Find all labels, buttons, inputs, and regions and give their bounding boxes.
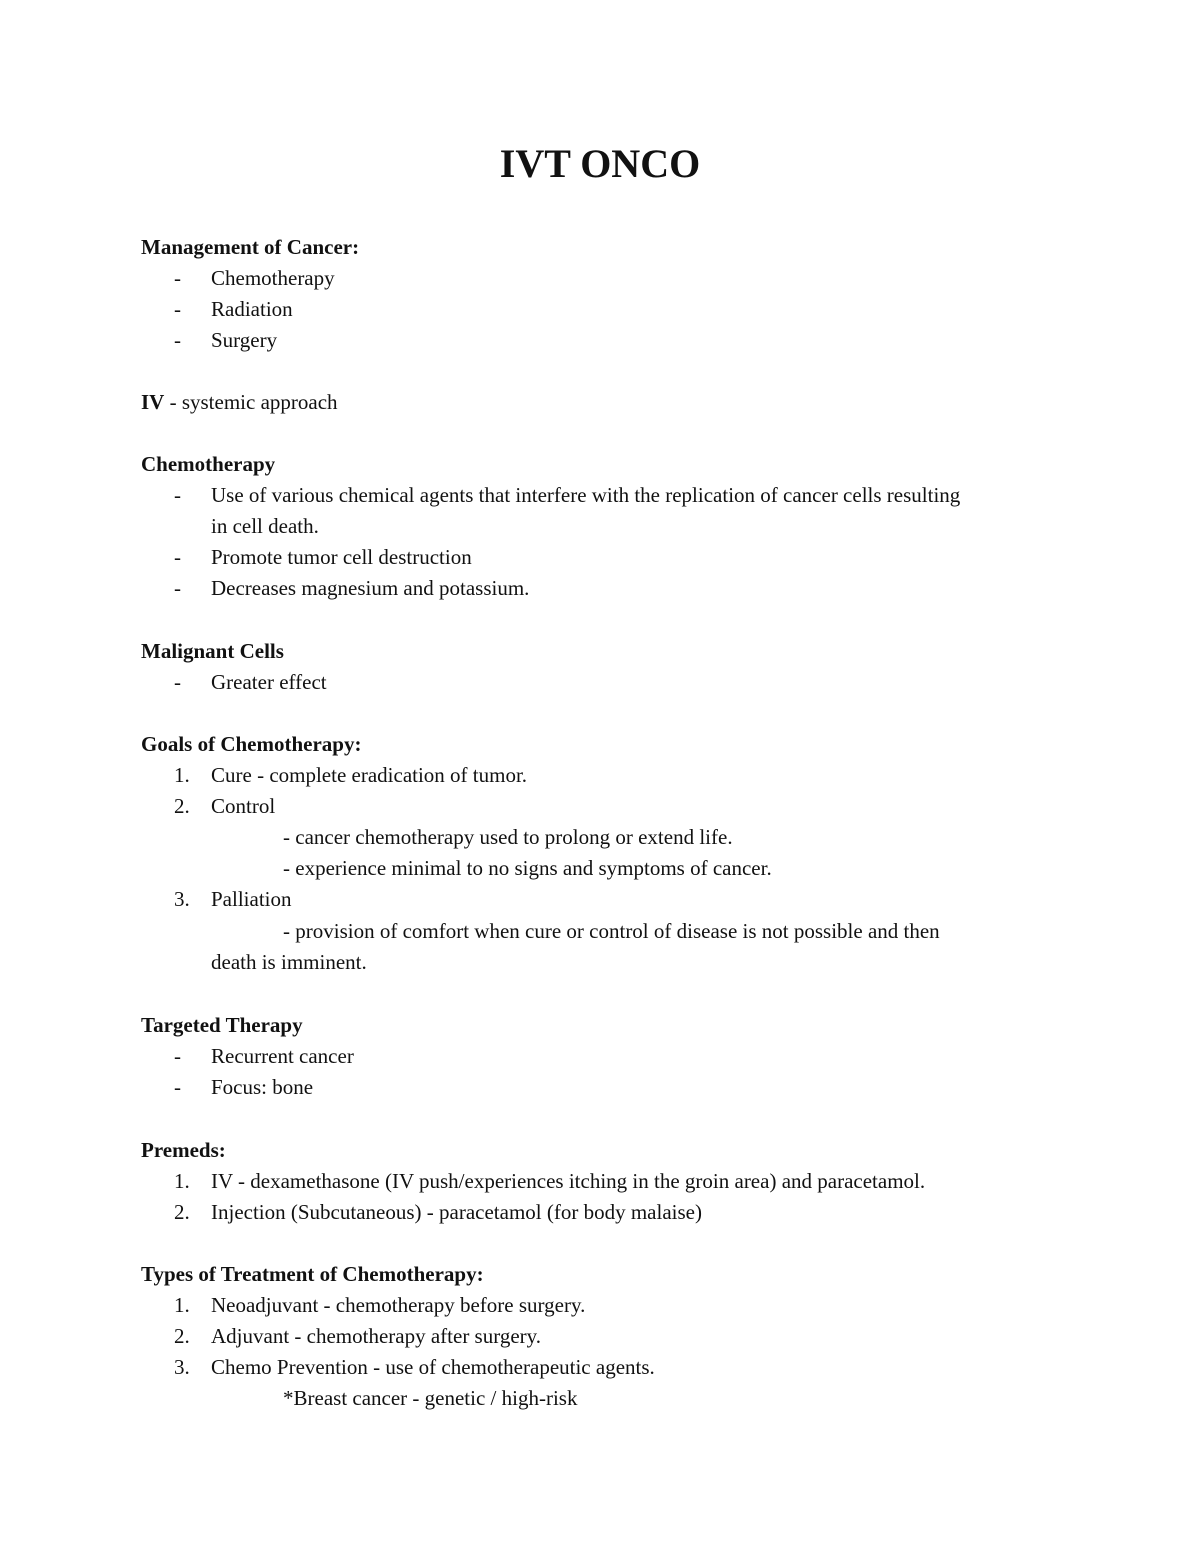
iv-approach-line (141, 388, 338, 416)
list-item-text: Promote tumor cell destruction (211, 545, 472, 569)
dash-marker: - (174, 545, 181, 569)
number-marker: 3. (174, 887, 190, 911)
list-item-text: Palliation (211, 887, 292, 911)
list-item-text: Adjuvant - chemotherapy after surgery. (211, 1324, 542, 1348)
list-item-text: Decreases magnesium and potassium. (211, 576, 530, 600)
list-item-text: Neoadjuvant - chemotherapy before surgery. (211, 1293, 586, 1317)
list-item-text: Injection (Subcutaneous) - paracetamol (for body malaise) (211, 1200, 702, 1224)
dash-marker: - (174, 1044, 181, 1068)
document-title: IVT ONCO (499, 141, 701, 186)
number-marker: 1. (174, 763, 190, 787)
list-item-text: Focus: bone (211, 1075, 314, 1099)
list-item-text: Control (211, 794, 276, 818)
dash-marker: - (174, 328, 181, 352)
malignant-heading: Malignant Cells (141, 639, 284, 663)
list-item-text: Recurrent cancer (211, 1044, 354, 1068)
list-item-text: Chemo Prevention - use of chemotherapeutic agents. (211, 1355, 655, 1379)
chemotherapy-heading: Chemotherapy (141, 452, 276, 476)
iv-description: - systemic approach (164, 390, 338, 414)
sub-item-note: *Breast cancer - genetic / high-risk (283, 1386, 578, 1410)
dash-marker: - (174, 670, 181, 694)
list-item-text: Chemotherapy (211, 266, 335, 290)
list-item-continuation: in cell death. (211, 514, 319, 538)
number-marker: 1. (174, 1169, 190, 1193)
types-heading: Types of Treatment of Chemotherapy: (141, 1262, 484, 1286)
list-item-text: Cure - complete eradication of tumor. (211, 763, 528, 787)
dash-marker: - (174, 1075, 181, 1099)
goals-heading: Goals of Chemotherapy: (141, 732, 362, 756)
list-item-text: IV - dexamethasone (IV push/experiences itching in the groin area) and paracetamol. (211, 1169, 926, 1193)
number-marker: 3. (174, 1355, 190, 1379)
dash-marker: - (174, 576, 181, 600)
list-item-text: Greater effect (211, 670, 327, 694)
management-heading: Management of Cancer: (141, 235, 360, 259)
number-marker: 2. (174, 1200, 190, 1224)
dash-marker: - (174, 266, 181, 290)
iv-label: IV (141, 390, 165, 414)
targeted-heading: Targeted Therapy (141, 1013, 303, 1037)
dash-marker: - (174, 297, 181, 321)
sub-item: - provision of comfort when cure or control of disease is not possible and then (283, 919, 940, 943)
list-item-text: Radiation (211, 297, 293, 321)
list-item-text: Use of various chemical agents that interfere with the replication of cancer cells resulting (211, 483, 961, 507)
dash-marker: - (174, 483, 181, 507)
number-marker: 2. (174, 1324, 190, 1348)
number-marker: 1. (174, 1293, 190, 1317)
premeds-heading: Premeds: (141, 1138, 226, 1162)
sub-item-continuation: death is imminent. (211, 950, 367, 974)
sub-item: - experience minimal to no signs and symptoms of cancer. (283, 856, 772, 880)
number-marker: 2. (174, 794, 190, 818)
list-item-text: Surgery (211, 328, 278, 352)
sub-item: - cancer chemotherapy used to prolong or extend life. (283, 825, 733, 849)
